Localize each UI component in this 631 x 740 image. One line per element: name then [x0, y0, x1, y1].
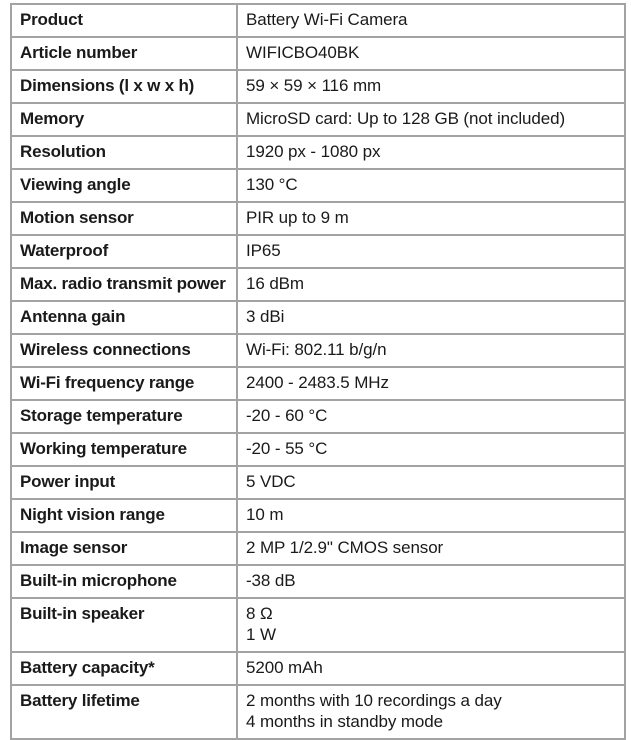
spec-value-dimensions [237, 70, 625, 103]
spec-value-line: Battery Wi-Fi Camera [246, 10, 408, 29]
spec-value-line: Wi-Fi: 802.11 b/g/n [246, 340, 387, 359]
spec-label-battery-lifetime: Battery lifetime [11, 685, 237, 739]
spec-value-battery-capacity [237, 652, 625, 685]
table-row [11, 499, 625, 532]
spec-value-built-in-speaker [237, 598, 625, 652]
table-row [11, 466, 625, 499]
spec-value-line: MicroSD card: Up to 128 GB (not included) [246, 109, 566, 128]
spec-value-max-radio-transmit-power [237, 268, 625, 301]
spec-label-product: Product [11, 4, 237, 37]
spec-value-viewing-angle [237, 169, 625, 202]
table-row [11, 70, 625, 103]
spec-value-article-number [237, 37, 625, 70]
spec-value-line: 2400 - 2483.5 MHz [246, 373, 389, 392]
spec-label-image-sensor: Image sensor [11, 532, 237, 565]
spec-label-resolution: Resolution [11, 136, 237, 169]
spec-value-line: 4 months in standby mode [246, 712, 443, 731]
table-row [11, 268, 625, 301]
spec-label-motion-sensor: Motion sensor [11, 202, 237, 235]
spec-value-battery-lifetime [237, 685, 625, 739]
spec-label-night-vision-range: Night vision range [11, 499, 237, 532]
table-row [11, 532, 625, 565]
spec-label-antenna-gain: Antenna gain [11, 301, 237, 334]
table-row [11, 4, 625, 37]
spec-label-max-radio-transmit-power: Max. radio transmit power [11, 268, 237, 301]
table-row [11, 433, 625, 466]
spec-label-power-input: Power input [11, 466, 237, 499]
table-row [11, 301, 625, 334]
table-row [11, 565, 625, 598]
spec-value-image-sensor [237, 532, 625, 565]
spec-label-built-in-speaker: Built-in speaker [11, 598, 237, 652]
spec-value-line: -20 - 60 °C [246, 406, 328, 425]
specifications-table [10, 3, 626, 740]
table-row [11, 202, 625, 235]
spec-value-line: 2 MP 1/2.9" CMOS sensor [246, 538, 444, 557]
spec-value-line: 5200 mAh [246, 658, 323, 677]
spec-value-product [237, 4, 625, 37]
table-row [11, 103, 625, 136]
spec-value-line: -38 dB [246, 571, 296, 590]
table-row [11, 136, 625, 169]
spec-label-working-temperature: Working temperature [11, 433, 237, 466]
spec-value-storage-temperature [237, 400, 625, 433]
spec-label-viewing-angle: Viewing angle [11, 169, 237, 202]
spec-value-antenna-gain [237, 301, 625, 334]
spec-value-memory [237, 103, 625, 136]
spec-label-wifi-frequency-range: Wi-Fi frequency range [11, 367, 237, 400]
table-row [11, 598, 625, 652]
spec-label-battery-capacity: Battery capacity* [11, 652, 237, 685]
spec-value-line: -20 - 55 °C [246, 439, 328, 458]
spec-value-wifi-frequency-range [237, 367, 625, 400]
spec-label-built-in-microphone: Built-in microphone [11, 565, 237, 598]
table-row [11, 334, 625, 367]
spec-value-line: IP65 [246, 241, 281, 260]
spec-value-waterproof [237, 235, 625, 268]
spec-value-line: 1 W [246, 625, 276, 644]
table-row [11, 685, 625, 739]
spec-value-line: PIR up to 9 m [246, 208, 349, 227]
table-row [11, 652, 625, 685]
spec-value-working-temperature [237, 433, 625, 466]
spec-value-wireless-connections [237, 334, 625, 367]
spec-label-memory: Memory [11, 103, 237, 136]
spec-value-line: WIFICBO40BK [246, 43, 360, 62]
spec-value-line: 8 Ω [246, 604, 273, 623]
spec-value-line: 5 VDC [246, 472, 296, 491]
spec-label-waterproof: Waterproof [11, 235, 237, 268]
spec-value-line: 59 × 59 × 116 mm [246, 76, 382, 95]
spec-value-built-in-microphone [237, 565, 625, 598]
spec-value-resolution [237, 136, 625, 169]
spec-value-line: 130 °C [246, 175, 298, 194]
spec-value-night-vision-range [237, 499, 625, 532]
spec-value-line: 1920 px - 1080 px [246, 142, 381, 161]
table-row [11, 169, 625, 202]
spec-value-power-input [237, 466, 625, 499]
spec-value-line: 3 dBi [246, 307, 285, 326]
table-row [11, 235, 625, 268]
spec-value-line: 10 m [246, 505, 284, 524]
table-row [11, 367, 625, 400]
spec-value-line: 16 dBm [246, 274, 304, 293]
spec-value-line: 2 months with 10 recordings a day [246, 691, 502, 710]
spec-label-storage-temperature: Storage temperature [11, 400, 237, 433]
spec-label-wireless-connections: Wireless connections [11, 334, 237, 367]
spec-label-dimensions: Dimensions (l x w x h) [11, 70, 237, 103]
spec-label-article-number: Article number [11, 37, 237, 70]
spec-value-motion-sensor [237, 202, 625, 235]
table-row [11, 37, 625, 70]
table-row [11, 400, 625, 433]
